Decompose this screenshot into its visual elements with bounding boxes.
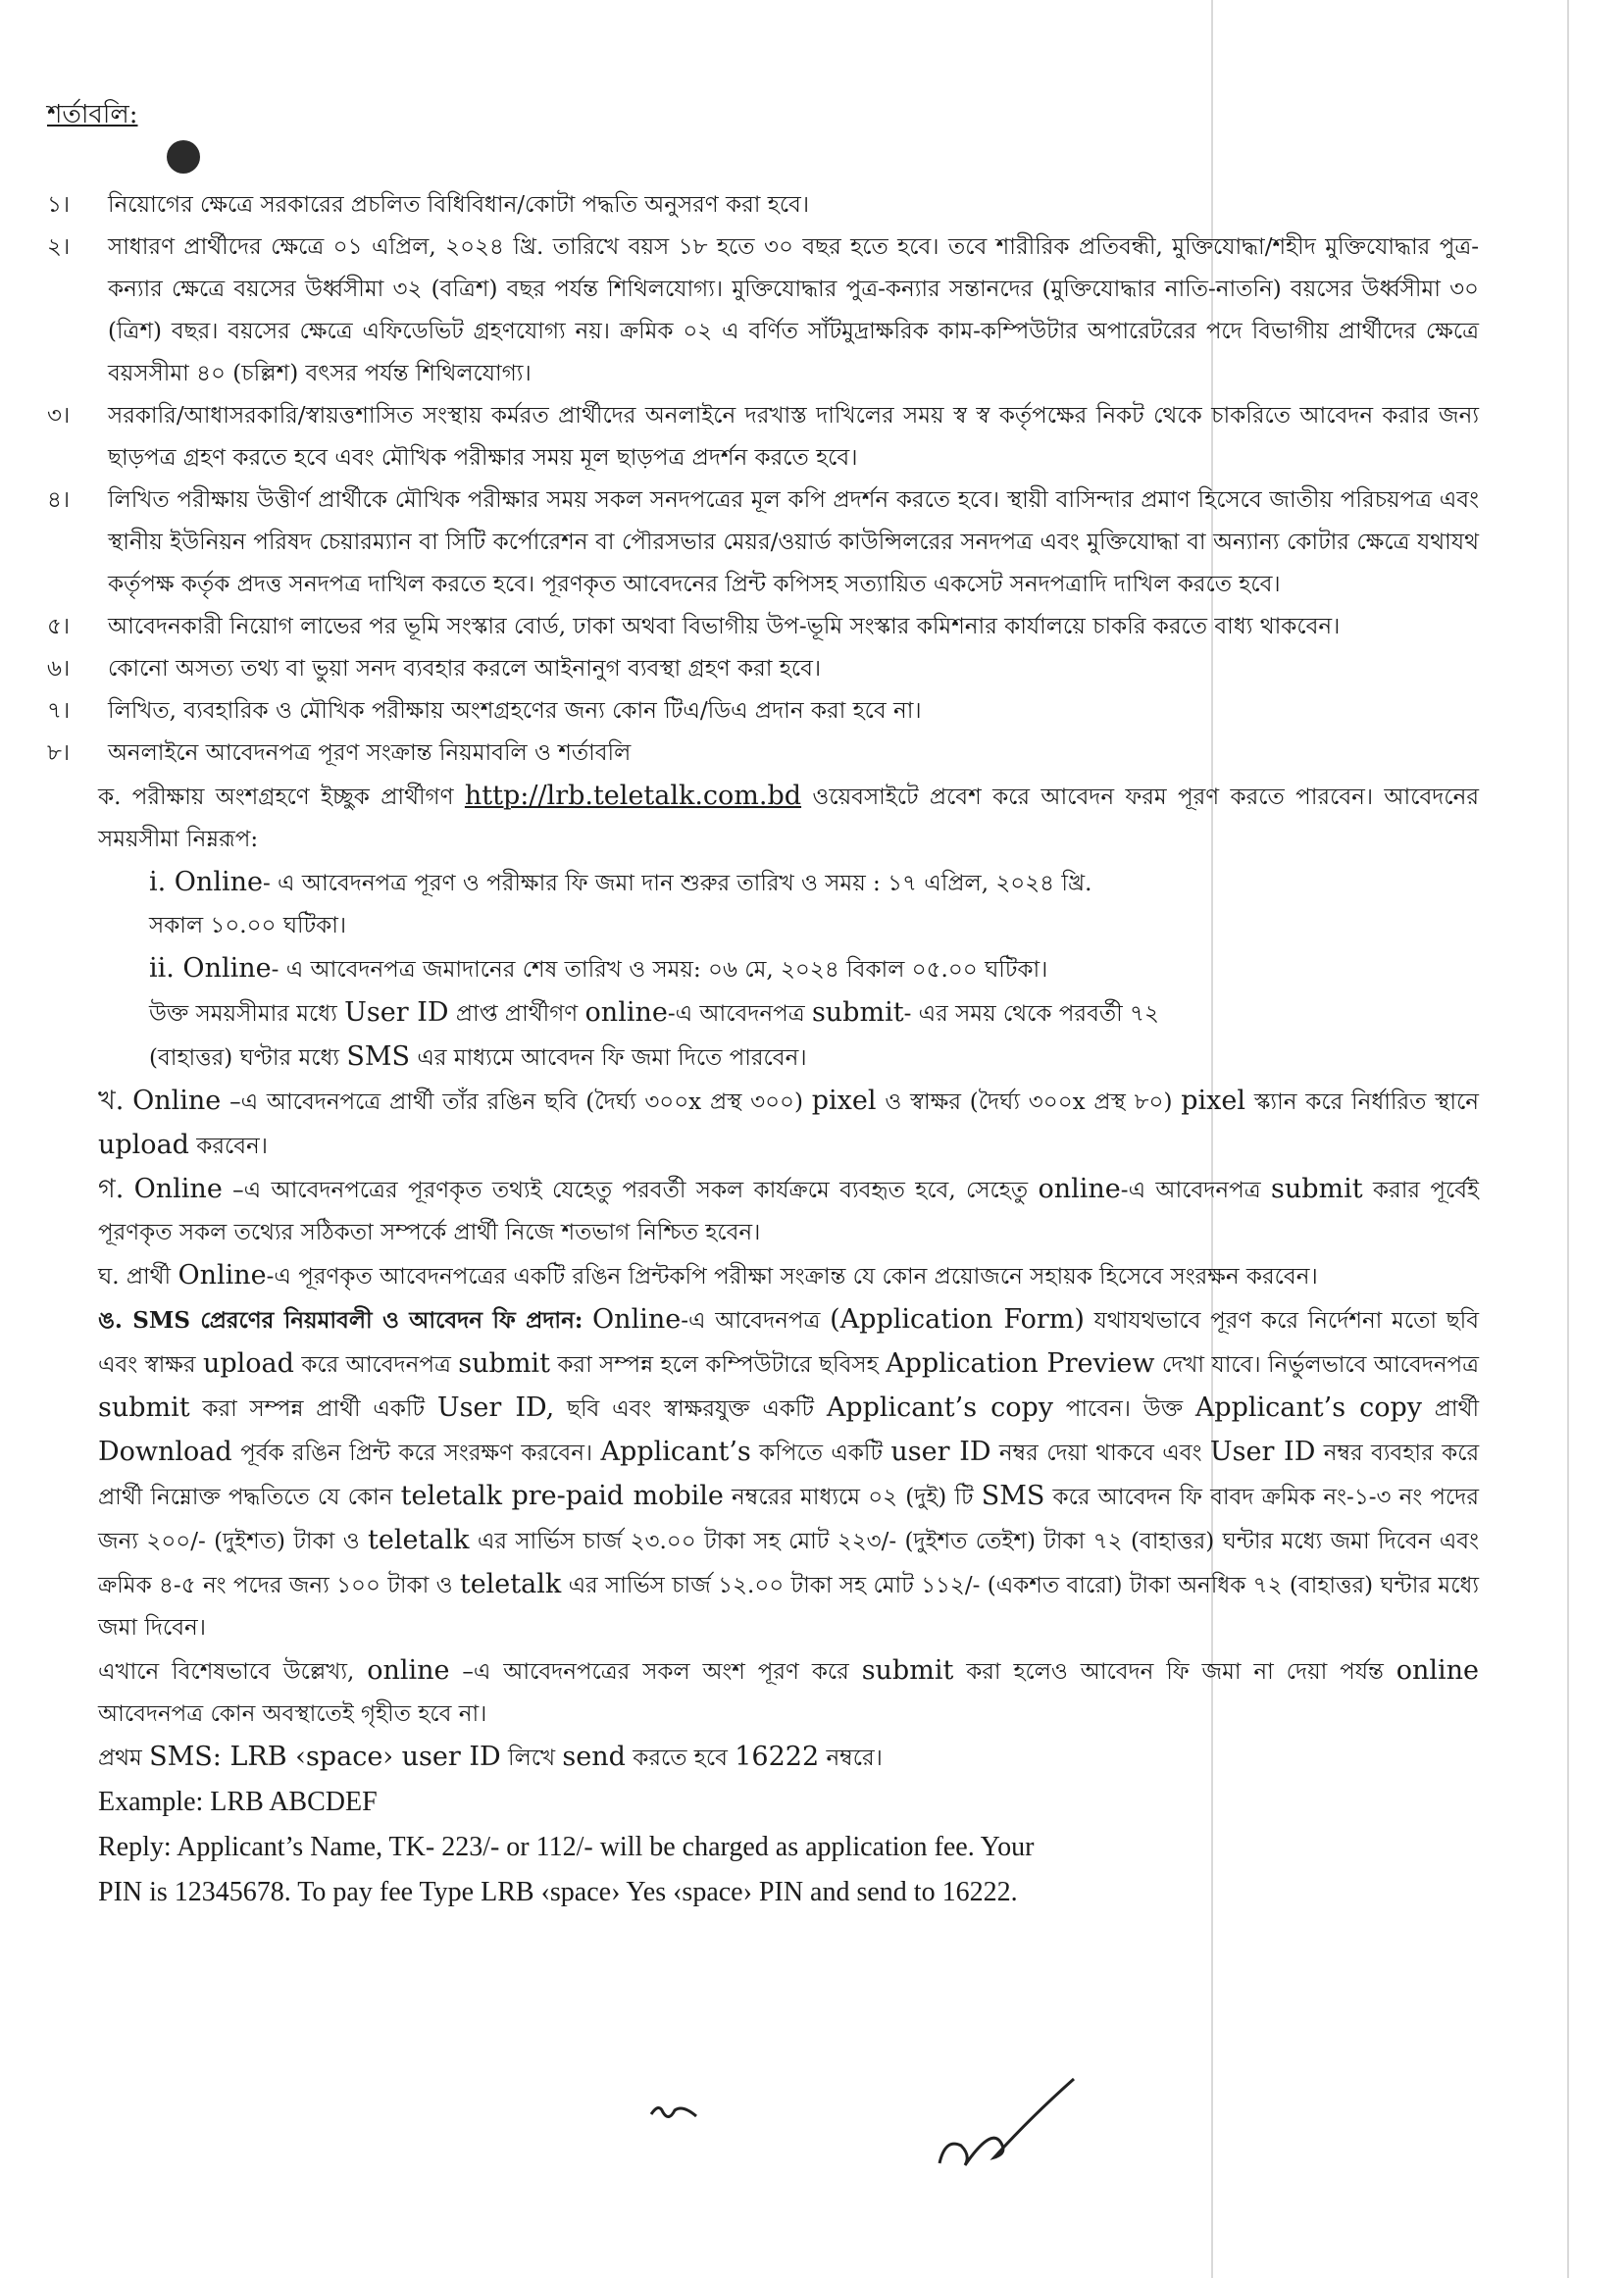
- uma-text: পাবেন। উক্ত: [1065, 1396, 1184, 1422]
- ga-marker: গ.: [98, 1174, 125, 1204]
- special-text: আবেদনপত্র কোন অবস্থাতেই গৃহীত হবে না।: [98, 1701, 487, 1727]
- uma-text: কপিতে একটি: [759, 1441, 884, 1466]
- item-text: সাধারণ প্রার্থীদের ক্ষেত্রে ০১ এপ্রিল, ২০২৪ খ্রি. তারিখে বয়স ১৮ হতে ৩০ বছর হতে হবে। তবে শারীরিক প্রতিবন্ধী, মুক্তিযোদ্ধা/শহীদ মুক্তিযোদ্ধার পুত্র-কন্যার ক্ষেত্রে বয়সের উর্ধ্বসীমা ৩২ (বত্রিশ) বছর পর্যন্ত শিথিলযোগ্য। মুক্তিযোদ্ধার পুত্র-কন্যার সন্তানদের (মুক্তিযোদ্ধার নাতি-নাতনি) বয়সের উর্ধ্বসীমা ৩০ (ত্রিশ) বছর। বয়সের ক্ষেত্রে এফিডেভিট গ্রহণযোগ্য নয়। ক্রমিক ০২ এ বর্ণিত সাঁটমুদ্রাক্ষরিক কাম-কম্পিউটার অপারেটরের পদে বিভাগীয় প্রার্থীদের ক্ষেত্রে বয়সসীমা ৪০ (চল্লিশ) বৎসর পর্যন্ত শিথিলযোগ্য।: [108, 234, 1479, 386]
- note-text: প্রাপ্ত প্রার্থীগণ: [455, 1001, 579, 1027]
- kha-marker: খ.: [98, 1086, 125, 1116]
- uma-text: নম্বর দেয়া থাকবে এবং: [998, 1441, 1202, 1466]
- item-number: ২।: [47, 234, 71, 260]
- initials-mark: [647, 2097, 702, 2126]
- sms-term: send: [562, 1742, 626, 1772]
- uma-term: submit: [458, 1348, 550, 1379]
- terms-content: [47, 184, 1479, 1915]
- item-number: ৩।: [47, 403, 71, 429]
- uma-text: নম্বর ব্যবহার করে প্রার্থী নিম্নোক্ত পদ্ধতিতে যে কোন: [98, 1441, 1480, 1510]
- special-term: online: [1396, 1655, 1480, 1686]
- item-number: ৭।: [47, 698, 71, 724]
- special-term: online: [367, 1655, 450, 1686]
- kha-text: ও স্বাক্ষর (দৈর্ঘ্য ৩০০x প্রস্থ ৮০): [885, 1089, 1173, 1115]
- uma-term: submit: [98, 1392, 190, 1423]
- special-note: [98, 1649, 1479, 1736]
- gha-text: -এ পূরণকৃত আবেদনপত্রের একটি রঙিন প্রিন্টকপি পরীক্ষা সংক্রান্ত যে কোন প্রয়োজনে সহায়ক হিসেবে সংরক্ষন করবেন।: [266, 1264, 1318, 1290]
- sms-text: প্রথম: [98, 1746, 142, 1771]
- item-text: সরকারি/আধাসরকারি/স্বায়ত্তশাসিত সংস্থায় কর্মরত প্রার্থীদের অনলাইনে দরখাস্ত দাখিলের সময় স্ব স্ব কর্তৃপক্ষের নিকট থেকে চাকরিতে আবেদন করার জন্য ছাড়পত্র গ্রহণ করতে হবে এবং মৌখিক পরীক্ষার সময় মূল ছাড়পত্র প্রদর্শন করতে হবে।: [108, 403, 1479, 471]
- special-text: –এ আবেদনপত্রের সকল অংশ পূরণ করে: [462, 1659, 849, 1685]
- uma-term: Application Preview: [886, 1348, 1155, 1379]
- uma-text: করা সম্পন্ন হলে কম্পিউটারে ছবিসহ: [557, 1352, 879, 1378]
- note-term: SMS: [346, 1041, 411, 1072]
- online-i-label: i. Online: [149, 867, 263, 897]
- uma-text: করা সম্পন্ন প্রার্থী একটি: [202, 1396, 426, 1422]
- item-text: লিখিত পরীক্ষায় উত্তীর্ণ প্রার্থীকে মৌখিক পরীক্ষার সময় সকল সনদপত্রের মূল কপি প্রদর্শন করতে হবে। স্থায়ী বাসিন্দার প্রমাণ হিসেবে জাতীয় পরিচয়পত্র এবং স্থানীয় ইউনিয়ন পরিষদ চেয়ারম্যান বা সিটি কর্পোরেশন বা পৌরসভার মেয়র/ওয়ার্ড কাউন্সিলরের সনদপত্র এবং মুক্তিযোদ্ধা বা অন্যান্য কোটার ক্ষেত্রে যথাযথ কর্তৃপক্ষ কর্তৃক প্রদত্ত সনদপত্র দাখিল করতে হবে। পূরণকৃত আবেদনের প্রিন্ট কপিসহ সত্যায়িত একসেট সনদপত্রাদি দাখিল করতে হবে।: [108, 487, 1479, 597]
- first-sms-line: [98, 1736, 1479, 1780]
- item-number: ১।: [47, 192, 71, 218]
- online-end-line: [149, 947, 1479, 991]
- uma-term: Applicant’s: [600, 1437, 751, 1467]
- uma-term: User ID: [1209, 1437, 1316, 1467]
- uma-term: teletalk pre-paid mobile: [400, 1481, 724, 1511]
- subsection-gha: [98, 1254, 1479, 1298]
- gha-term: Online: [178, 1260, 267, 1291]
- kha-text: করবেন।: [196, 1134, 269, 1159]
- uma-term: User ID,: [436, 1392, 555, 1423]
- userid-note: [149, 991, 1479, 1080]
- uma-term: Applicant’s copy: [1194, 1392, 1422, 1423]
- scan-hole-mark: [167, 140, 200, 174]
- uma-text: করে আবেদন ফি বাবদ ক্রমিক নং-১-৩ নং পদের জন্য ২০০/- (দুইশত) টাকা ও: [98, 1485, 1480, 1554]
- sms-reply-line-2: PIN is 12345678. To pay fee Type LRB ‹space› Yes ‹space› PIN and send to 16222.: [98, 1877, 1018, 1907]
- uma-heading: ঙ. SMS প্রেরণের নিয়মাবলী ও আবেদন ফি প্রদান:: [98, 1307, 584, 1334]
- uma-text: এর সার্ভিস চার্জ ১২.০০ টাকা সহ মোট ১১২/- (একশত বারো) টাকা অনধিক ৭২ (বাহাত্তর) ঘন্টার মধ্যে জমা দিবেন।: [98, 1573, 1480, 1641]
- uma-term: Online: [592, 1304, 682, 1335]
- kha-term: Online: [132, 1086, 222, 1116]
- sms-reply-line-1: Reply: Applicant’s Name, TK- 223/- or 112/- will be charged as application fee. Your: [98, 1832, 1035, 1862]
- note-text: এর মাধ্যমে আবেদন ফি জমা দিতে পারবেন।: [417, 1045, 807, 1071]
- list-item: [47, 227, 1479, 395]
- list-item: [47, 733, 1479, 775]
- uma-text: করে আবেদনপত্র: [301, 1352, 451, 1378]
- website-link[interactable]: http://lrb.teletalk.com.bd: [464, 781, 802, 811]
- uma-term: teletalk: [459, 1569, 562, 1599]
- sms-term: 16222: [735, 1742, 820, 1772]
- signature-mark: [932, 2069, 1079, 2177]
- list-item: [47, 690, 1479, 733]
- ga-term: Online: [133, 1174, 223, 1204]
- subsection-uma: [98, 1298, 1479, 1649]
- online-ii-label: ii. Online: [149, 953, 272, 984]
- item-text: নিয়োগের ক্ষেত্রে সরকারের প্রচলিত বিধিবিধান/কোটা পদ্ধতি অনুসরণ করা হবে।: [108, 192, 810, 218]
- item-number: ৫।: [47, 614, 71, 639]
- note-term: User ID: [344, 997, 449, 1028]
- uma-text: ছবি এবং স্বাক্ষরযুক্ত একটি: [567, 1396, 815, 1422]
- uma-term: Download: [98, 1437, 232, 1467]
- kha-term: pixel: [811, 1086, 877, 1116]
- item-number: ৬।: [47, 656, 71, 682]
- note-term: online: [584, 997, 668, 1028]
- uma-text: এর সার্ভিস চার্জ ২৩.০০ টাকা সহ মোট ২২৩/- (দুইশত তেইশ) টাকা ৭২ (বাহাত্তর) ঘন্টার মধ্যে জমা দিবেন এবং ক্রমিক ৪-৫ নং পদের জন্য ১০০ টাকা ও: [98, 1529, 1480, 1598]
- special-text: এখানে বিশেষভাবে উল্লেখ্য,: [98, 1659, 355, 1685]
- ga-text: করার পূর্বেই পূরণকৃত সকল তথ্যের সঠিকতা সম্পর্কে প্রার্থী নিজে শতভাগ নিশ্চিত হবেন।: [98, 1178, 1480, 1245]
- sms-text: নম্বরে।: [826, 1746, 883, 1771]
- item-number: ৮।: [47, 740, 71, 766]
- ka-text-post: ওয়েবসাইটে প্রবেশ করে আবেদন ফরম পূরণ করতে পারবেন। আবেদনের সময়সীমা নিম্নরূপ:: [98, 785, 1480, 852]
- list-item: [47, 606, 1479, 648]
- uma-text: দেখা যাবে। নির্ভুলভাবে আবেদনপত্র: [1161, 1352, 1480, 1378]
- online-i-time: সকাল ১০.০০ ঘটিকা।: [149, 913, 347, 938]
- online-start-line: [149, 861, 1479, 947]
- uma-text: -এ আবেদনপত্র: [681, 1308, 821, 1334]
- item-text: কোনো অসত্য তথ্য বা ভুয়া সনদ ব্যবহার করলে আইনানুগ ব্যবস্থা গ্রহণ করা হবে।: [108, 656, 822, 682]
- kha-text: স্ক্যান করে নির্ধারিত স্থানে: [1253, 1089, 1480, 1115]
- note-text: উক্ত সময়সীমার মধ্যে: [149, 1001, 337, 1027]
- list-item: [47, 395, 1479, 480]
- subsection-ga: [98, 1168, 1479, 1254]
- note-text: (বাহাত্তর) ঘণ্টার মধ্যে: [149, 1045, 340, 1071]
- uma-term: upload: [202, 1348, 294, 1379]
- item-number: ৪।: [47, 487, 71, 513]
- list-item: [47, 648, 1479, 690]
- item-text: অনলাইনে আবেদনপত্র পূরণ সংক্রান্ত নিয়মাবলি ও শর্তাবলি: [108, 740, 632, 766]
- uma-term: Applicant’s copy: [826, 1392, 1053, 1423]
- special-term: submit: [861, 1655, 954, 1686]
- item-text: লিখিত, ব্যবহারিক ও মৌখিক পরীক্ষায় অংশগ্রহণের জন্য কোন টিএ/ডিএ প্রদান করা হবে না।: [108, 698, 922, 724]
- ga-term: online: [1038, 1174, 1121, 1204]
- uma-text: প্রার্থী: [1434, 1396, 1480, 1422]
- uma-term: SMS: [981, 1481, 1045, 1511]
- ga-text: –এ আবেদনপত্রের পূরণকৃত তথ্যই যেহেতু পরবর্তী সকল কার্যক্রমে ব্যবহৃত হবে, সেহেতু: [232, 1178, 1029, 1203]
- item-text: আবেদনকারী নিয়োগ লাভের পর ভূমি সংস্কার বোর্ড, ঢাকা অথবা বিভাগীয় উপ-ভূমি সংস্কার কমিশনার কার্যালয়ে চাকরি করতে বাধ্য থাকবেন।: [108, 614, 1341, 639]
- list-item: [47, 184, 1479, 227]
- scan-edge-line: [1567, 0, 1569, 2278]
- list-item: [47, 480, 1479, 606]
- gha-text: ঘ. প্রার্থী: [98, 1264, 172, 1290]
- page-heading: শর্তাবলি:: [47, 100, 138, 129]
- online-i-text: - এ আবেদনপত্র পূরণ ও পরীক্ষার ফি জমা দান শুরুর তারিখ ও সময় : ১৭ এপ্রিল, ২০২৪ খ্রি.: [262, 871, 1092, 896]
- kha-term: upload: [98, 1130, 189, 1160]
- online-ii-text: - এ আবেদনপত্র জমাদানের শেষ তারিখ ও সময়: ০৬ মে, ২০২৪ বিকাল ০৫.০০ ঘটিকা।: [271, 957, 1048, 983]
- sms-term: SMS: LRB ‹space› user ID: [149, 1742, 501, 1772]
- subsection-kha: [98, 1080, 1479, 1168]
- sms-example: Example: LRB ABCDEF: [98, 1787, 378, 1817]
- uma-term: teletalk: [368, 1525, 470, 1555]
- ka-text-pre: ক. পরীক্ষায় অংশগ্রহণে ইচ্ছুক প্রার্থীগণ: [98, 785, 454, 810]
- uma-term: (Application Form): [830, 1304, 1085, 1335]
- uma-text: নম্বরের মাধ্যমে ০২ (দুই) টি: [732, 1485, 974, 1510]
- subsection-ka: [98, 775, 1479, 861]
- uma-text: যথাযথভাবে পূরণ করে নির্দেশনা মতো ছবি এবং স্বাক্ষর: [98, 1308, 1480, 1378]
- special-text: করা হলেও আবেদন ফি জমা না দেয়া পর্যন্ত: [966, 1659, 1384, 1685]
- kha-term: pixel: [1181, 1086, 1246, 1116]
- ga-term: submit: [1270, 1174, 1363, 1204]
- note-text: -এ আবেদনপত্র: [667, 1001, 805, 1027]
- sms-text: করতে হবে: [633, 1746, 728, 1771]
- sms-text: লিখে: [508, 1746, 556, 1771]
- note-text: - এর সময় থেকে পরবর্তী ৭২: [903, 1001, 1159, 1027]
- uma-text: পূর্বক রঙিন প্রিন্ট করে সংরক্ষণ করবেন।: [240, 1441, 593, 1466]
- uma-term: user ID: [890, 1437, 991, 1467]
- note-term: submit: [811, 997, 904, 1028]
- kha-text: –এ আবেদনপত্রে প্রার্থী তাঁর রঙিন ছবি (দৈর্ঘ্য ৩০০x প্রস্থ ৩০০): [229, 1089, 803, 1115]
- ga-text: -এ আবেদনপত্র: [1120, 1178, 1261, 1203]
